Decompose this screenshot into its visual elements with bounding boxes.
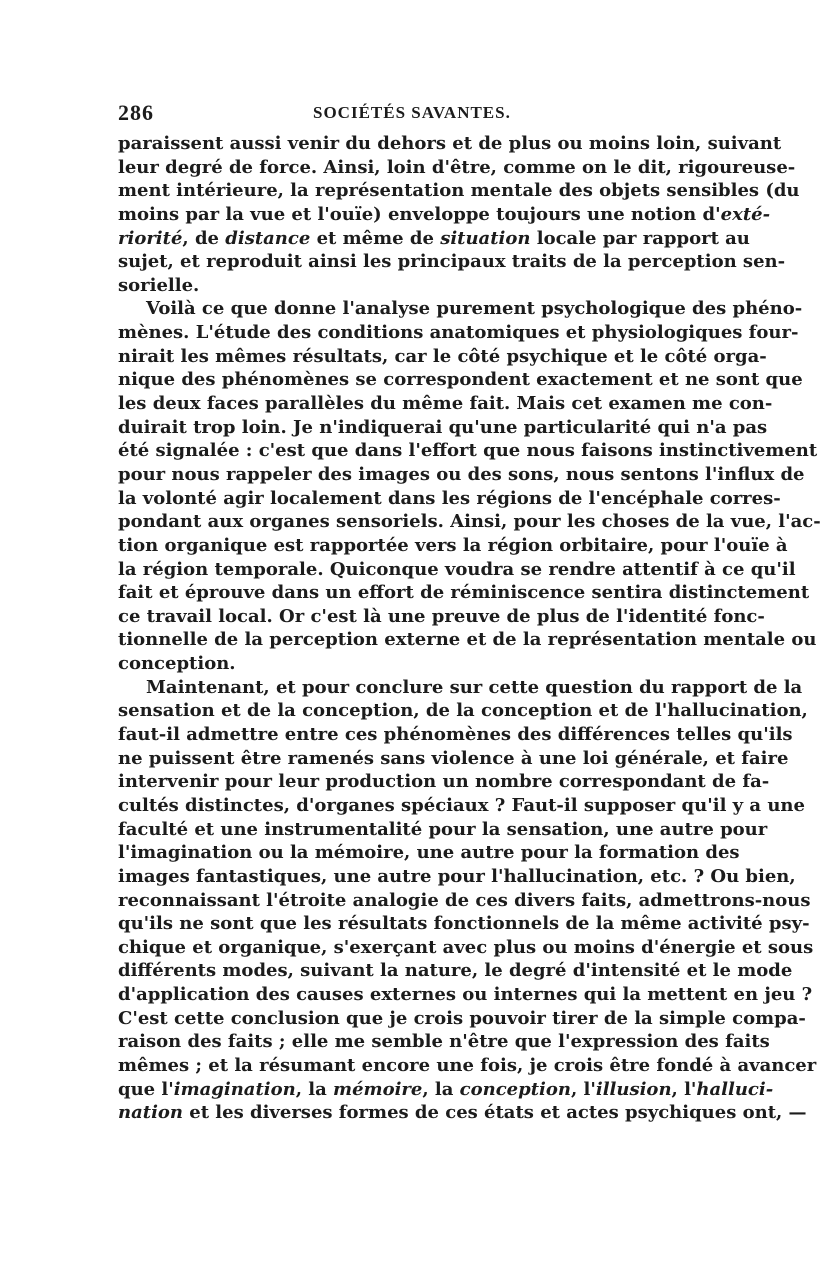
italic-term: distance: [225, 227, 311, 249]
text-line: sujet, et reproduit ainsi les principaux traits de la perception sen-: [118, 251, 786, 273]
text-line: Voilà ce que donne l'analyse purement psychologique des phéno-: [146, 298, 803, 320]
text-line: ment intérieure, la représentation mentale des objets sensibles (du: [118, 180, 800, 202]
text-line: duirait trop loin. Je n'indiquerai qu'une particularité qui n'a pas: [118, 416, 768, 438]
text-segment: , la: [422, 1078, 460, 1100]
text-segment: , l': [570, 1078, 596, 1100]
text-line: sensation et de la conception, de la conception et de l'hallucination,: [118, 700, 808, 722]
text-line: l'imagination ou la mémoire, une autre pour la formation des: [118, 842, 740, 864]
text-segment: locale par rapport au: [530, 227, 750, 249]
text-line: [118, 227, 750, 251]
text-segment: , l': [671, 1078, 697, 1100]
text-segment: et même de: [310, 227, 441, 249]
text-line: faut-il admettre entre ces phénomènes des différences telles qu'ils: [118, 724, 793, 746]
page-number: 286: [118, 100, 154, 125]
text-line: conception.: [118, 653, 236, 675]
text-line: d'application des causes externes ou internes qui la mettent en jeu ?: [118, 984, 813, 1006]
text-line: C'est cette conclusion que je crois pouvoir tirer de la simple compa-: [118, 1007, 806, 1029]
italic-term: exté-: [720, 203, 771, 225]
running-title: SOCIÉTÉS SAVANTES.: [313, 103, 511, 122]
text-line: la région temporale. Quiconque voudra se rendre attentif à ce qu'il: [118, 558, 796, 580]
text-line: pondant aux organes sensoriels. Ainsi, pour les choses de la vue, l'ac-: [118, 511, 821, 533]
italic-term: halluci-: [696, 1078, 774, 1100]
italic-term: imagination: [173, 1078, 296, 1100]
text-line: nique des phénomènes se correspondent exactement et ne sont que: [118, 369, 803, 391]
text-line: Maintenant, et pour conclure sur cette question du rapport de la: [146, 676, 803, 698]
text-line: mènes. L'étude des conditions anatomiques et physiologiques four-: [118, 322, 799, 344]
text-line: tionnelle de la perception externe et de la représentation mentale ou: [118, 629, 817, 651]
text-line: [118, 1101, 807, 1125]
text-line: faculté et une instrumentalité pour la sensation, une autre pour: [118, 818, 768, 840]
text-line: la volonté agir localement dans les régions de l'encéphale corres-: [118, 487, 781, 509]
text-line: cultés distinctes, d'organes spéciaux ? Faut-il supposer qu'il y a une: [118, 794, 805, 816]
text-line: reconnaissant l'étroite analogie de ces divers faits, admettrons-nous: [118, 889, 811, 911]
italic-term: illusion: [595, 1078, 672, 1100]
text-line: mêmes ; et la résumant encore une fois, je crois être fondé à avancer: [118, 1054, 817, 1076]
italic-term: nation: [118, 1102, 183, 1124]
running-head: [118, 100, 671, 130]
italic-term: conception: [459, 1078, 571, 1100]
italic-term: riorité: [118, 227, 183, 249]
text-line: images fantastiques, une autre pour l'hallucination, etc. ? Ou bien,: [118, 865, 796, 887]
text-line: intervenir pour leur production un nombre correspondant de fa-: [118, 771, 770, 793]
text-line: nirait les mêmes résultats, car le côté psychique et le côté orga-: [118, 345, 767, 367]
text-line: fait et éprouve dans un effort de réminiscence sentira distinctement: [118, 582, 810, 604]
text-segment: que l': [118, 1078, 174, 1100]
text-line: raison des faits ; elle me semble n'être que l'expression des faits: [118, 1031, 770, 1053]
text-line: tion organique est rapportée vers la région orbitaire, pour l'ouïe à: [118, 534, 788, 556]
text-line: [118, 1078, 774, 1102]
text-segment: moins par la vue et l'ouïe) enveloppe toujours une notion d': [118, 203, 721, 225]
text-line: sorielle.: [118, 274, 200, 296]
text-segment: , de: [182, 227, 226, 249]
text-line: qu'ils ne sont que les résultats fonctionnels de la même activité psy-: [118, 913, 810, 935]
text-line: été signalée : c'est que dans l'effort que nous faisons instinctivement: [118, 440, 818, 462]
text-line: ne puissent être ramenés sans violence à une loi générale, et faire: [118, 747, 789, 769]
text-line: chique et organique, s'exerçant avec plus ou moins d'énergie et sous: [118, 936, 814, 958]
italic-term: mémoire: [333, 1078, 423, 1100]
text-line: ce travail local. Or c'est là une preuve de plus de l'identité fonc-: [118, 605, 765, 627]
body-text: [118, 132, 821, 1132]
text-line: les deux faces parallèles du même fait. Mais cet examen me con-: [118, 393, 773, 415]
text-segment: et les diverses formes de ces états et actes psychiques ont, —: [183, 1102, 807, 1124]
text-segment: , la: [295, 1078, 334, 1100]
text-line: paraissent aussi venir du dehors et de plus ou moins loin, suivant: [118, 133, 782, 154]
italic-term: situation: [440, 227, 531, 249]
text-line: pour nous rappeler des images ou des sons, nous sentons l'influx de: [118, 463, 805, 485]
text-line: [118, 203, 771, 227]
text-line: leur degré de force. Ainsi, loin d'être, comme on le dit, rigoureuse-: [118, 156, 796, 178]
text-line: différents modes, suivant la nature, le degré d'intensité et le mode: [118, 960, 793, 982]
